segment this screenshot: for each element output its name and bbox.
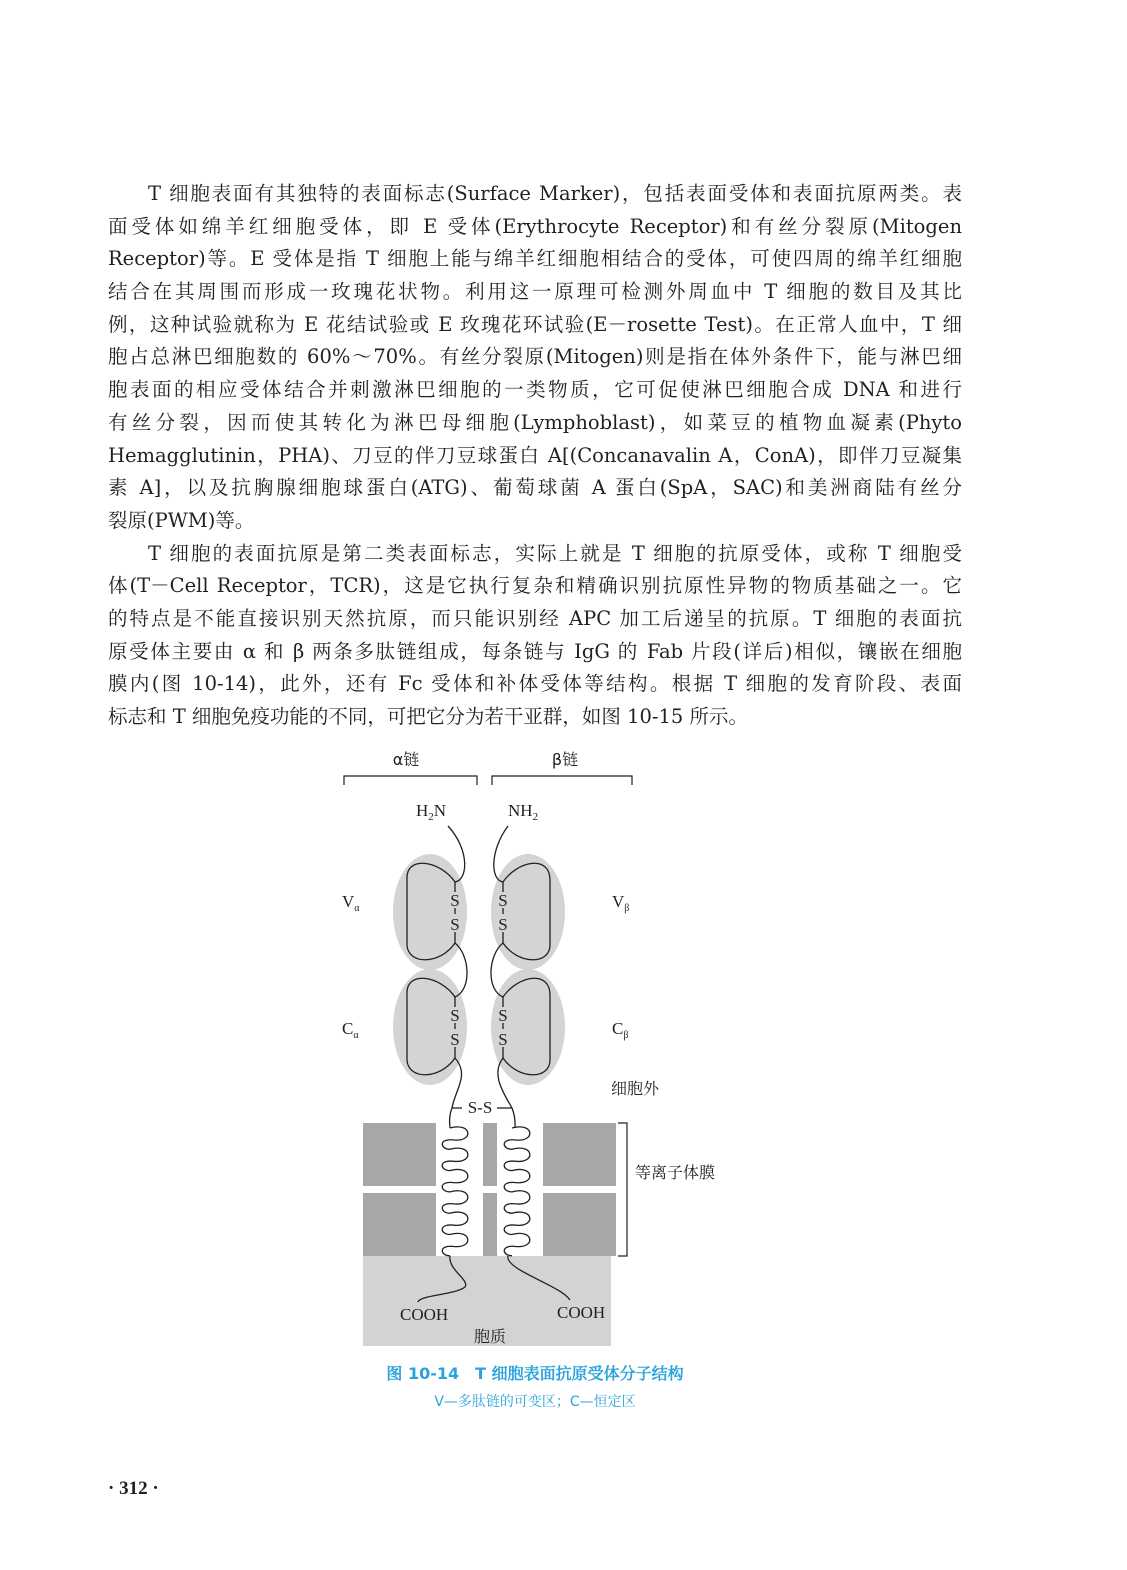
c-beta-domain — [491, 969, 565, 1085]
c-beta-label: $C_\beta$ — [612, 1019, 629, 1041]
text-line: Receptor)等。E 受体是指 T 细胞上能与绵羊红细胞相结合的受体，可使四周的绵羊红细胞 — [108, 247, 962, 271]
page-number: · 312 · — [108, 1478, 159, 1499]
text-line: 裂原(PWM)等。 — [108, 508, 255, 532]
text-line: 面受体如绵羊红细胞受体，即 E 受体(Erythrocyte Receptor)和有丝分裂原(Mitogen — [108, 214, 962, 238]
text-line: 有丝分裂，因而使其转化为淋巴母细胞(Lymphoblast)，如菜豆的植物血凝素(Phyto — [108, 410, 962, 434]
nh2-label: $NH_2$ — [508, 801, 539, 823]
beta-chain-label: β链 — [551, 750, 579, 769]
sulfur-label: S — [498, 891, 508, 910]
v-alpha-domain — [393, 854, 467, 970]
sulfur-label: S — [450, 915, 460, 934]
text-line: 体(T－Cell Receptor，TCR)，这是它执行复杂和精确识别抗原性异物的物质基础之一。它 — [108, 574, 962, 598]
sulfur-label: S — [450, 891, 460, 910]
text-line: T 细胞的表面抗原是第二类表面标志，实际上就是 T 细胞的抗原受体，或称 T 细胞受 — [148, 541, 962, 565]
sulfur-label: S — [498, 1006, 508, 1025]
text-line: 原受体主要由 α 和 β 两条多肽链组成，每条链与 IgG 的 Fab 片段(详后)相似，镶嵌在细胞 — [108, 639, 962, 663]
sulfur-label: S — [498, 1030, 508, 1049]
text-line: 的特点是不能直接识别天然抗原，而只能识别经 APC 加工后递呈的抗原。T 细胞的表面抗 — [108, 606, 962, 630]
text-line: 标志和 T 细胞免疫功能的不同，可把它分为若干亚群，如图 10-15 所示。 — [108, 705, 749, 728]
h2n-label: $H_2N$ — [416, 801, 447, 823]
beta-cooh-label: COOH — [557, 1303, 606, 1322]
sulfur-label: S — [450, 1006, 460, 1025]
lipid-bilayer — [363, 1123, 616, 1256]
interchain-disulfide-label: S-S — [467, 1098, 493, 1117]
c-alpha-label: $C_\alpha$ — [342, 1019, 359, 1041]
v-beta-label: $V_\beta$ — [612, 892, 630, 914]
figure-subcaption: V—多肽链的可变区；C—恒定区 — [434, 1394, 636, 1410]
text-line: 例，这种试验就称为 E 花结试验或 E 玫瑰花环试验(E－rosette Test)。在正常人血中，T 细 — [108, 312, 962, 336]
sulfur-label: S — [450, 1030, 460, 1049]
text-line: T 细胞表面有其独特的表面标志(Surface Marker)，包括表面受体和表面抗原两类。表 — [148, 182, 962, 205]
alpha-helix — [442, 1127, 468, 1256]
alpha-chain-label: α链 — [392, 750, 420, 769]
membrane-bracket — [618, 1123, 627, 1256]
beta-helix — [504, 1127, 530, 1256]
alpha-cooh-label: COOH — [400, 1305, 449, 1324]
extracellular-label: 细胞外 — [611, 1079, 660, 1098]
text-line: Hemagglutinin，PHA)、刀豆的伴刀豆球蛋白 A[(Concanavalin A，ConA)，即伴刀豆凝集 — [108, 443, 962, 467]
figure-caption: 图 10-14 T 细胞表面抗原受体分子结构 — [386, 1364, 684, 1383]
beta-bracket — [492, 776, 632, 785]
v-beta-domain — [491, 854, 565, 970]
text-line: 胞表面的相应受体结合并刺激淋巴细胞的一类物质，它可促使淋巴细胞合成 DNA 和进行 — [108, 378, 962, 402]
text-line: 胞占总淋巴细胞数的 60%～70%。有丝分裂原(Mitogen)则是指在体外条件下，能与淋巴细 — [108, 345, 962, 369]
cytoplasm-label: 胞质 — [474, 1327, 507, 1346]
c-alpha-domain — [393, 969, 467, 1085]
sulfur-label: S — [498, 915, 508, 934]
alpha-bracket — [344, 776, 477, 785]
v-alpha-label: $V_\alpha$ — [342, 892, 360, 914]
text-line: 素 A]，以及抗胸腺细胞球蛋白(ATG)、葡萄球菌 A 蛋白(SpA，SAC)和美洲商陆有丝分 — [108, 476, 962, 500]
text-line: 结合在其周围而形成一玫瑰花状物。利用这一原理可检测外周血中 T 细胞的数目及其比 — [108, 280, 962, 304]
membrane-label: 等离子体膜 — [635, 1163, 716, 1182]
text-line: 膜内(图 10-14)，此外，还有 Fc 受体和补体受体等结构。根据 T 细胞的发育阶段、表面 — [108, 672, 962, 696]
